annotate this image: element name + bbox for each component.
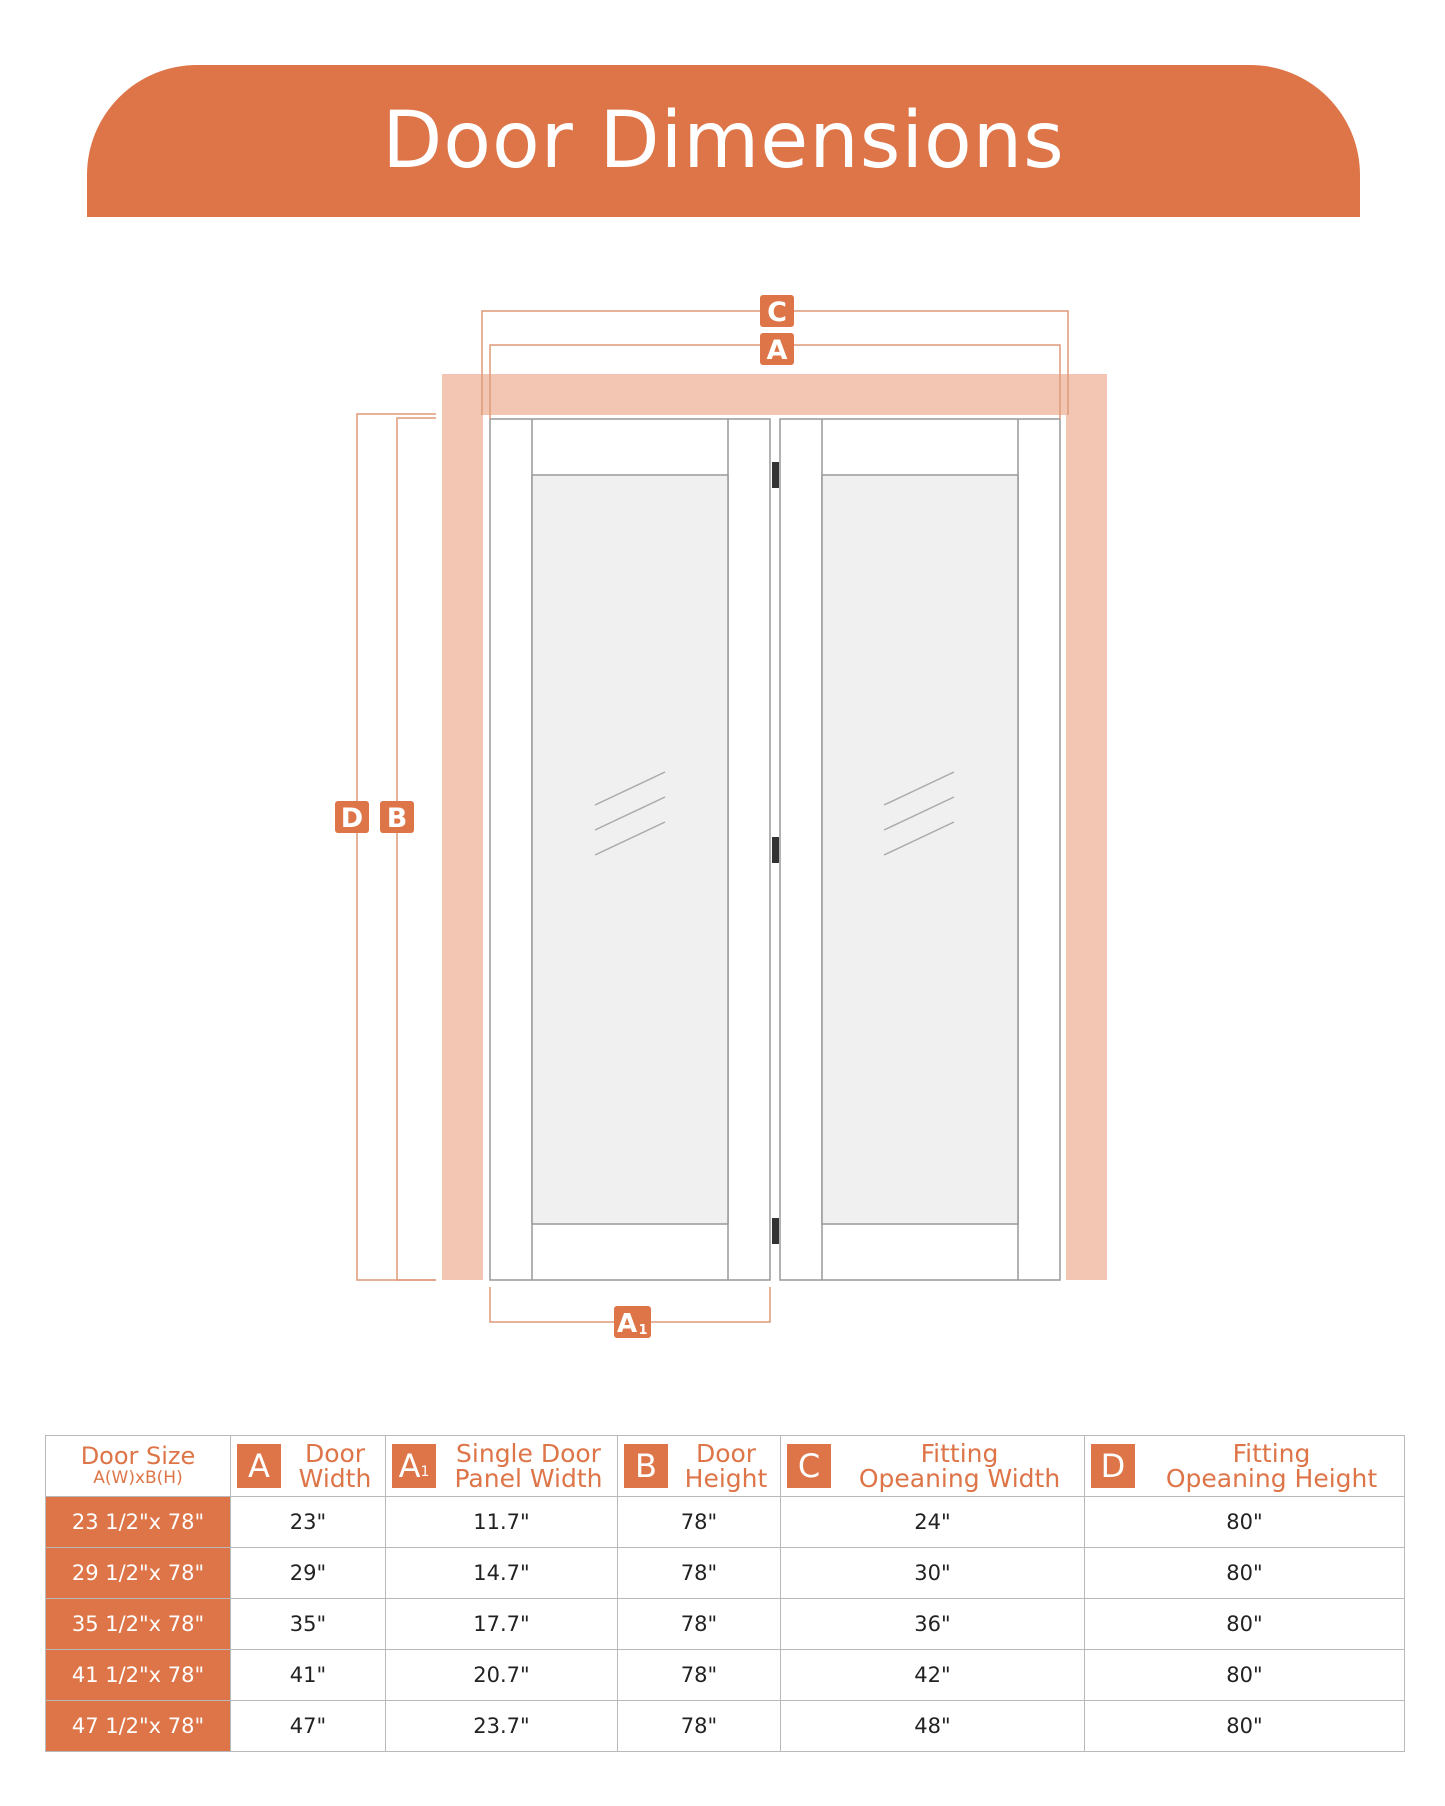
table-row xyxy=(46,1701,1405,1752)
cell-panel-width: 23.7" xyxy=(386,1701,618,1752)
header-door-width xyxy=(231,1436,386,1497)
header-door-size xyxy=(46,1436,231,1497)
frame-left xyxy=(442,374,483,1280)
header-badge-d: D xyxy=(1091,1444,1135,1488)
header-door-height-line1: Door xyxy=(695,1439,757,1468)
cell-fitting-width: 36" xyxy=(781,1599,1085,1650)
badge-c-label: C xyxy=(767,297,787,328)
header-panel-width-line1: Single Door xyxy=(456,1439,601,1468)
header-door-size-sub: A(W)xB(H) xyxy=(93,1467,183,1488)
header-badge-b: B xyxy=(624,1444,668,1488)
left-door-glass xyxy=(532,475,728,1224)
cell-door-width: 41" xyxy=(231,1650,386,1701)
cell-door-size: 47 1/2"x 78" xyxy=(46,1701,231,1752)
dim-line-b xyxy=(397,418,436,1280)
hinges xyxy=(772,462,779,1244)
cell-fitting-height: 80" xyxy=(1085,1701,1405,1752)
cell-fitting-height: 80" xyxy=(1085,1497,1405,1548)
cell-fitting-height: 80" xyxy=(1085,1548,1405,1599)
header-door-width-line2: Width xyxy=(298,1464,372,1493)
header-door-size-label: Door Size xyxy=(80,1442,196,1471)
badge-a xyxy=(760,333,794,366)
header-panel-width-line2: Panel Width xyxy=(454,1464,603,1493)
cell-door-height: 78" xyxy=(618,1548,781,1599)
table-row xyxy=(46,1497,1405,1548)
badge-a-label: A xyxy=(766,335,788,366)
cell-door-height: 78" xyxy=(618,1701,781,1752)
cell-fitting-width: 42" xyxy=(781,1650,1085,1701)
frame-top xyxy=(442,374,1107,415)
header-fitting-width-line1: Fitting xyxy=(920,1439,999,1468)
table-row xyxy=(46,1650,1405,1701)
header-badge-c: C xyxy=(787,1444,831,1488)
cell-door-width: 35" xyxy=(231,1599,386,1650)
cell-door-height: 78" xyxy=(618,1599,781,1650)
table-header-row xyxy=(46,1436,1405,1497)
page-title: Door Dimensions xyxy=(382,96,1065,186)
cell-door-size: 35 1/2"x 78" xyxy=(46,1599,231,1650)
cell-door-size: 29 1/2"x 78" xyxy=(46,1548,231,1599)
header-fitting-opening-height xyxy=(1085,1436,1405,1497)
header-badge-a: A xyxy=(237,1444,281,1488)
badge-a1-label: A xyxy=(616,1309,638,1339)
cell-fitting-width: 48" xyxy=(781,1701,1085,1752)
hinge-middle xyxy=(772,837,779,863)
cell-panel-width: 14.7" xyxy=(386,1548,618,1599)
frame-right xyxy=(1066,374,1107,1280)
cell-panel-width: 11.7" xyxy=(386,1497,618,1548)
badge-b xyxy=(380,801,414,834)
header-single-door-panel-width xyxy=(386,1436,618,1497)
header-door-height-line2: Height xyxy=(684,1464,768,1493)
header-fitting-height-line2: Opeaning Height xyxy=(1165,1464,1378,1493)
header-fitting-height-line1: Fitting xyxy=(1232,1439,1311,1468)
cell-fitting-height: 80" xyxy=(1085,1650,1405,1701)
right-door-glass xyxy=(822,475,1018,1224)
cell-fitting-width: 24" xyxy=(781,1497,1085,1548)
cell-fitting-height: 80" xyxy=(1085,1599,1405,1650)
cell-panel-width: 17.7" xyxy=(386,1599,618,1650)
cell-door-width: 47" xyxy=(231,1701,386,1752)
table-row xyxy=(46,1548,1405,1599)
badge-c xyxy=(760,295,794,328)
hinge-bottom xyxy=(772,1218,779,1244)
header-door-height xyxy=(618,1436,781,1497)
cell-door-size: 23 1/2"x 78" xyxy=(46,1497,231,1548)
cell-door-size: 41 1/2"x 78" xyxy=(46,1650,231,1701)
badge-b-label: B xyxy=(386,803,408,834)
cell-panel-width: 20.7" xyxy=(386,1650,618,1701)
header-fitting-opening-width xyxy=(781,1436,1085,1497)
cell-door-height: 78" xyxy=(618,1650,781,1701)
left-door-panel xyxy=(490,419,770,1280)
right-door-panel xyxy=(780,419,1060,1280)
cell-fitting-width: 30" xyxy=(781,1548,1085,1599)
cell-door-width: 23" xyxy=(231,1497,386,1548)
badge-d-label: D xyxy=(340,803,364,834)
dimensions-table xyxy=(45,1435,1405,1752)
header-fitting-width-line2: Opeaning Width xyxy=(858,1464,1061,1493)
table-row xyxy=(46,1599,1405,1650)
header-door-width-line1: Door xyxy=(304,1439,366,1468)
badge-a1 xyxy=(614,1306,651,1339)
header-badge-a1: A $_1$ xyxy=(392,1444,436,1488)
cell-door-width: 29" xyxy=(231,1548,386,1599)
badge-d xyxy=(335,801,369,834)
badge-a1-subscript: 1 xyxy=(638,1323,648,1338)
hinge-top xyxy=(772,462,779,488)
cell-door-height: 78" xyxy=(618,1497,781,1548)
